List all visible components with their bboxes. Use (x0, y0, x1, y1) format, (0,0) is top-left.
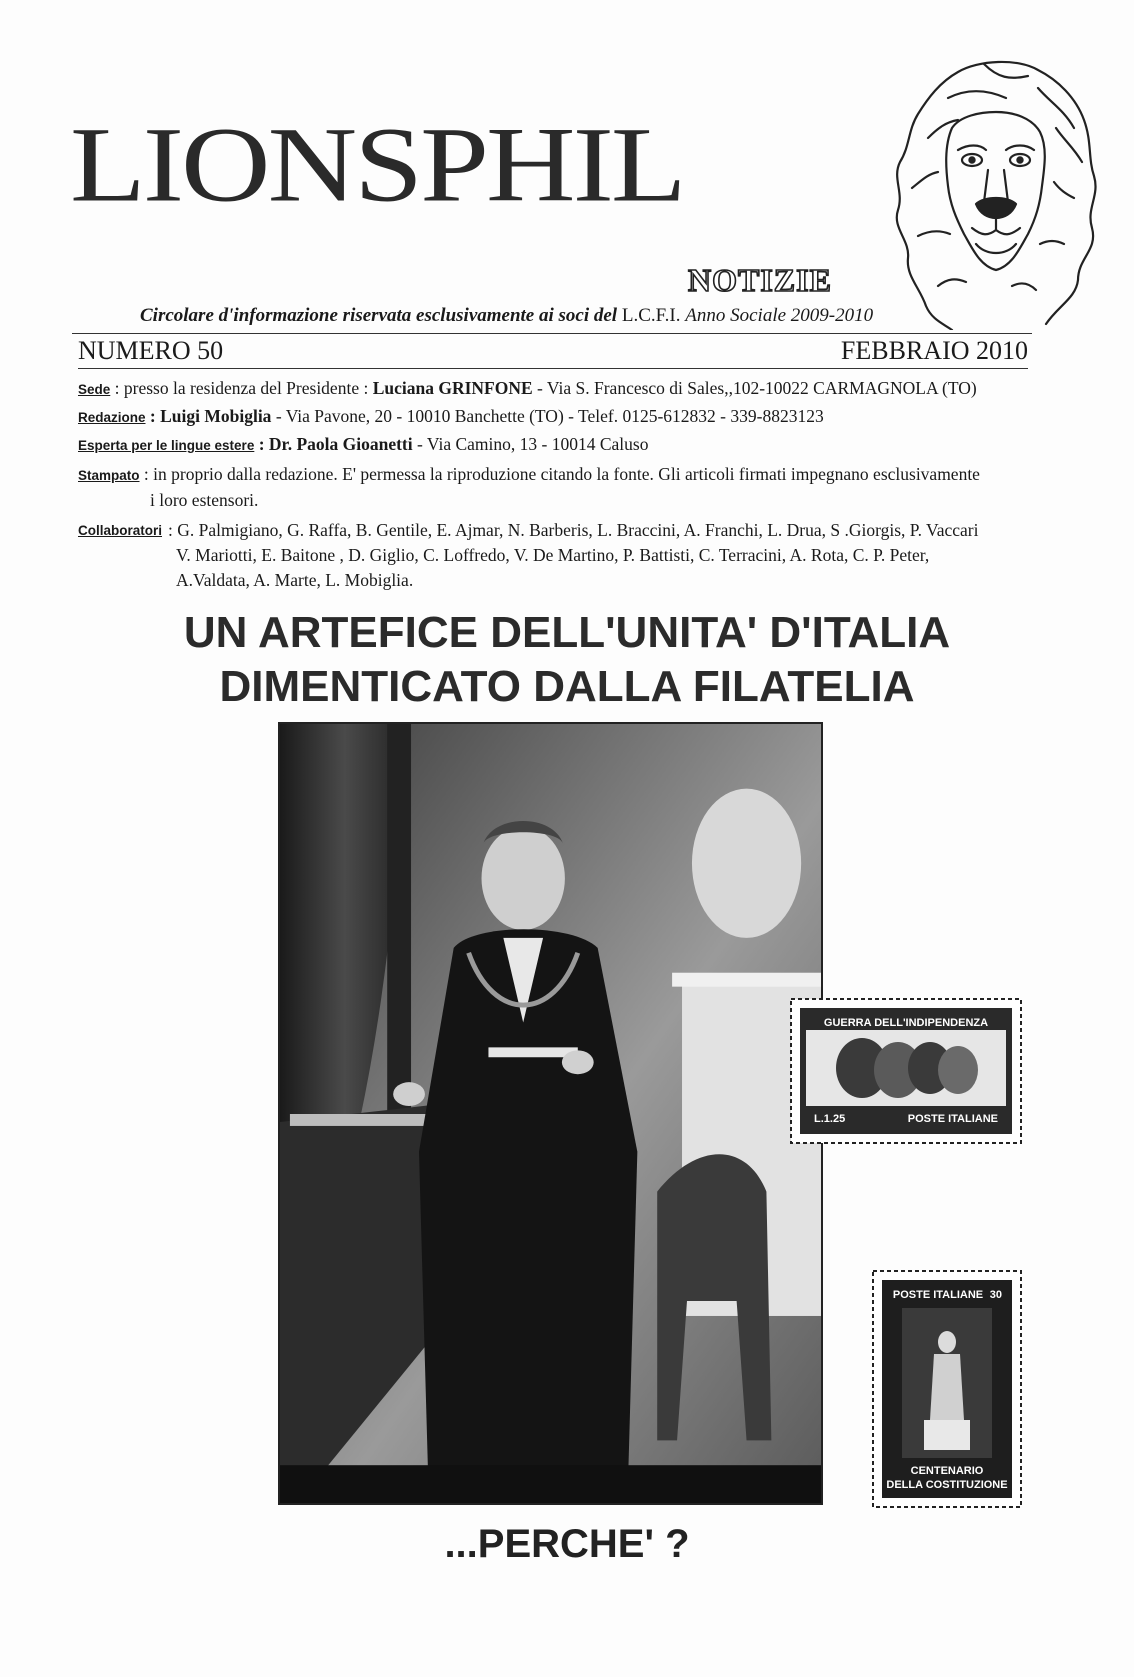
sede-label: Sede (78, 382, 111, 397)
stamp2-top-text: POSTE ITALIANE (892, 1289, 984, 1301)
headline (60, 606, 1074, 714)
issue-line (78, 336, 1028, 369)
stamp2-bottom-text-1: CENTENARIO (910, 1465, 984, 1477)
stamp-independence (790, 998, 1022, 1144)
lion-head-icon (888, 58, 1102, 330)
stamp2-value: 30 (989, 1289, 1002, 1301)
esperta-label: Esperta per le lingue estere (78, 438, 255, 453)
redazione-label: Redazione (78, 410, 146, 425)
info-collaboratori (78, 518, 1038, 593)
sede-address: - Via S. Francesco di Sales,,102-10022 CARMAGNOLA (TO) (537, 378, 977, 398)
subtitle-anno: Anno Sociale 2009-2010 (685, 305, 874, 326)
stamp1-value: L.1.25 (814, 1113, 846, 1125)
stampato-text-cont: i loro estensori. (150, 490, 259, 510)
issue-date: FEBBRAIO 2010 (840, 336, 1028, 365)
esperta-name: : Dr. Paola Gioanetti (258, 434, 413, 454)
subtitle-text: Circolare d'informazione riservata esclusivamente ai soci del (140, 305, 618, 326)
stamp-centenary (872, 1270, 1022, 1508)
collaboratori-label: Collaboratori (78, 523, 163, 538)
collaboratori-line-2: V. Mariotti, E. Baitone , D. Giglio, C. Loffredo, V. De Martino, P. Battisti, C. Terracini, A. Rota, C. P. Peter, (176, 545, 930, 565)
stamp2-bottom-text-2: DELLA COSTITUZIONE (886, 1479, 1008, 1491)
stamp1-country: POSTE ITALIANE (907, 1113, 998, 1125)
portrait-illustration (278, 722, 823, 1505)
redazione-address: - Via Pavone, 20 - 10010 Banchette (TO) - Telef. 0125-612832 - 339-8823123 (275, 406, 824, 426)
issue-number: NUMERO 50 (78, 336, 224, 365)
footer-question: ...PERCHE' ? (444, 1522, 690, 1566)
esperta-address: - Via Camino, 13 - 10014 Caluso (417, 434, 649, 454)
masthead-title: LIONSPHIL (70, 105, 684, 224)
stamp1-top-text: GUERRA DELL'INDIPENDENZA (823, 1017, 989, 1029)
subtitle-line (140, 305, 873, 327)
sede-name: Luciana GRINFONE (372, 378, 533, 398)
subtitle-org: L.C.F.I. (621, 305, 681, 326)
sede-prefix: : presso la residenza del Presidente : (114, 378, 369, 398)
collaboratori-line-1: : G. Palmigiano, G. Raffa, B. Gentile, E. Ajmar, N. Barberis, L. Braccini, A. Franchi, L. Drua, S .Giorgis, P. Vaccari (168, 520, 979, 540)
notizie-tag: NOTIZIE (688, 262, 832, 298)
info-esperta (78, 432, 1038, 458)
headline-line-2: DIMENTICATO DALLA FILATELIA (219, 662, 915, 711)
info-redazione (78, 404, 1038, 430)
redazione-name: : Luigi Mobiglia (149, 406, 272, 426)
masthead-rule (72, 333, 1032, 334)
headline-line-1: UN ARTEFICE DELL'UNITA' D'ITALIA (183, 608, 951, 657)
stampato-label: Stampato (78, 468, 140, 483)
collaboratori-line-3: A.Valdata, A. Marte, L. Mobiglia. (176, 570, 414, 590)
info-sede (78, 376, 1038, 402)
stampato-text: : in proprio dalla redazione. E' permessa la riproduzione citando la fonte. Gli articoli firmati impegnano esclusivamente (143, 464, 980, 484)
info-stampato (78, 462, 1038, 513)
